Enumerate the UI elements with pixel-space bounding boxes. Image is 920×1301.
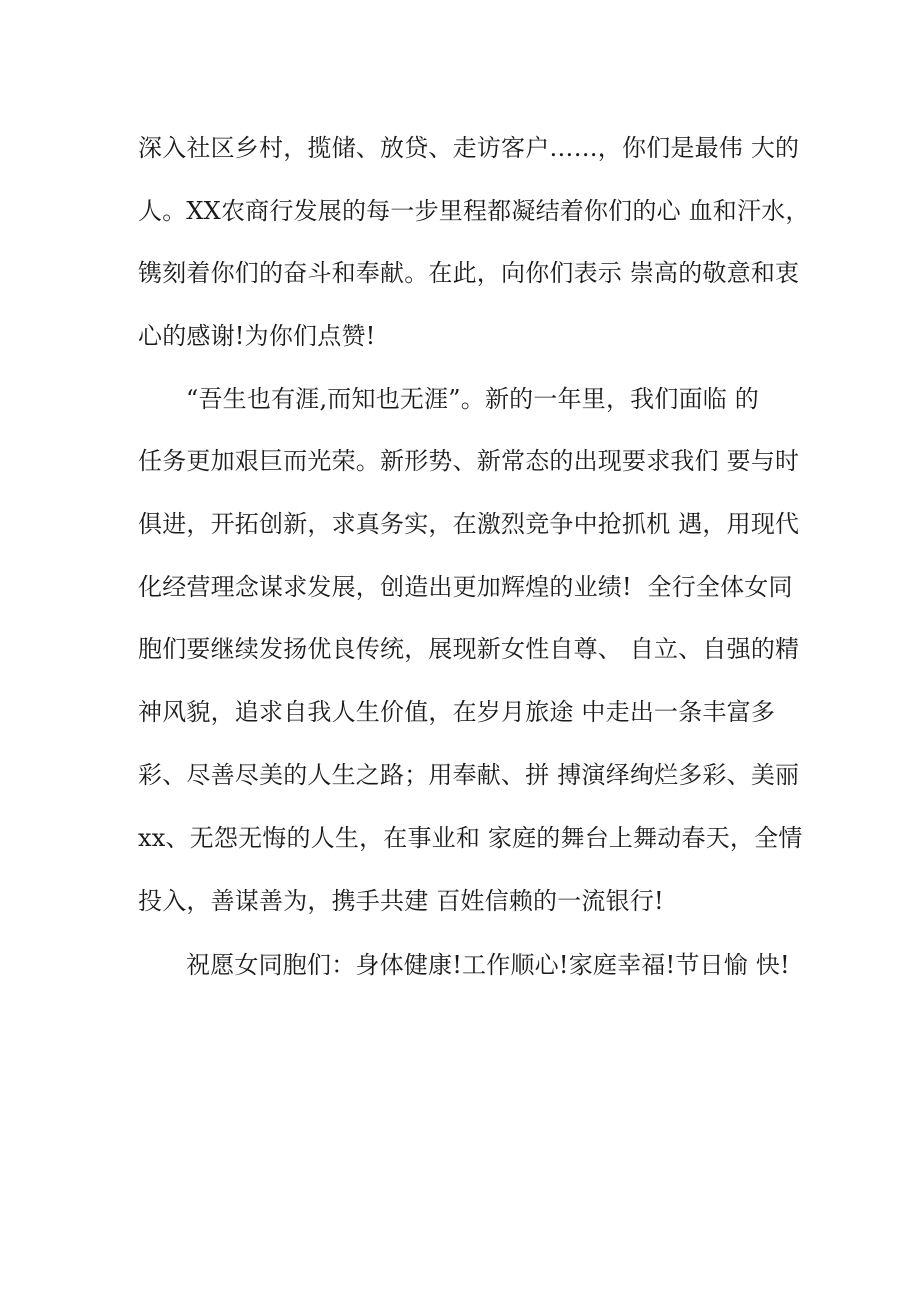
- paragraph-2-line-6: 神风貌，追求自我人生价值，在岁月旅途 中走出一条丰富多: [138, 698, 776, 726]
- paragraph-2-line-7: 彩、尽善尽美的人生之路；用奉献、拼 搏演绎绚烂多彩、美丽: [138, 761, 800, 789]
- paragraph-1-line-2: 人。XX农商行发展的每一步里程都凝结着你们的心 血和汗水，: [138, 197, 810, 225]
- paragraph-2-line-4: 化经营理念谋求发展，创造出更加辉煌的业绩! 全行全体女同: [138, 573, 793, 601]
- paragraph-2-line-2: 任务更加艰巨而光荣。新形势、新常态的出现要求我们 要与时: [138, 447, 800, 475]
- paragraph-1-line-1: 深入社区乡村，揽储、放贷、走访客户……，你们是最伟 大的: [138, 134, 800, 162]
- paragraph-2-line-8: xx、无怨无悔的人生，在事业和 家庭的舞台上舞动春天，全情: [138, 824, 803, 852]
- paragraph-2-line-3: 俱进，开拓创新，求真务实，在激烈竞争中抢抓机 遇，用现代: [138, 510, 800, 538]
- paragraph-2-line-5: 胞们要继续发扬优良传统，展现新女性自尊、 自立、自强的精: [138, 635, 800, 663]
- paragraph-2-line-9: 投入，善谋善为，携手共建 百姓信赖的一流银行!: [138, 887, 664, 915]
- paragraph-1-line-4: 心的感谢!为你们点赞!: [138, 322, 376, 350]
- paragraph-1-line-3: 镌刻着你们的奋斗和奉献。在此，向你们表示 崇高的敬意和衷: [138, 259, 800, 287]
- paragraph-3-line-1: 祝愿女同胞们：身体健康!工作顺心!家庭幸福!节日愉 快!: [186, 951, 790, 979]
- paragraph-2-line-1: “吾生也有涯,而知也无涯”。新的一年里，我们面临 的: [186, 385, 759, 413]
